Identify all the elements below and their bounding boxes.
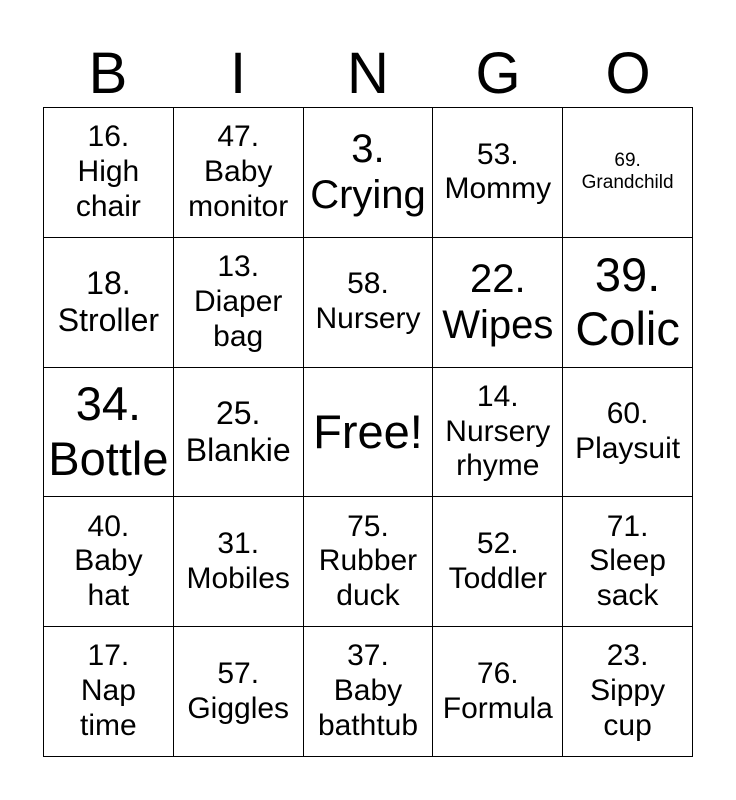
bingo-cell[interactable] — [304, 108, 434, 238]
cell-label: 69. Grandchild — [581, 150, 674, 194]
header-letter-n: N — [347, 41, 389, 106]
cell-label: 40. Baby hat — [74, 509, 143, 613]
bingo-cell[interactable] — [304, 238, 434, 368]
cell-label: 52. Toddler — [448, 526, 547, 595]
bingo-cell[interactable] — [304, 627, 434, 757]
cell-label: 34. Bottle — [48, 377, 169, 485]
bingo-cell[interactable] — [563, 627, 693, 757]
header-letter-g: G — [475, 41, 521, 106]
header-letter-o: O — [605, 41, 651, 106]
bingo-cell[interactable] — [174, 108, 304, 238]
cell-label: 58. Nursery — [315, 267, 421, 336]
bingo-cell[interactable] — [44, 238, 174, 368]
bingo-cell[interactable] — [174, 368, 304, 498]
bingo-cell[interactable] — [44, 627, 174, 757]
bingo-header — [43, 40, 693, 108]
bingo-cell[interactable] — [563, 108, 693, 238]
bingo-cell[interactable] — [433, 627, 563, 757]
bingo-cell[interactable] — [433, 108, 563, 238]
cell-label: 39. Colic — [575, 247, 680, 356]
bingo-cell[interactable] — [433, 368, 563, 498]
cell-label: 23. Sippy cup — [590, 639, 666, 742]
bingo-cell[interactable] — [44, 497, 174, 627]
bingo-cell[interactable] — [174, 238, 304, 368]
bingo-board — [43, 107, 693, 757]
cell-label: Free! — [313, 404, 423, 458]
cell-label: 75. Rubber duck — [318, 509, 418, 613]
cell-label: 17. Nap time — [80, 639, 137, 742]
bingo-cell[interactable] — [174, 497, 304, 627]
bingo-cell[interactable] — [563, 497, 693, 627]
cell-label: 3. Crying — [310, 127, 426, 218]
bingo-cell[interactable] — [44, 368, 174, 498]
cell-label: 16. High chair — [75, 120, 141, 223]
cell-label: 47. Baby monitor — [188, 120, 289, 223]
cell-label: 53. Mommy — [444, 137, 552, 206]
cell-label: 31. Mobiles — [186, 526, 290, 595]
bingo-cell[interactable] — [44, 108, 174, 238]
bingo-cell[interactable] — [563, 238, 693, 368]
cell-label: 25. Blankie — [185, 394, 291, 468]
free-space-cell[interactable] — [304, 368, 434, 498]
cell-label: 18. Stroller — [57, 265, 160, 339]
bingo-cell[interactable] — [563, 368, 693, 498]
cell-label: 76. Formula — [442, 656, 553, 725]
cell-label: 71. Sleep sack — [589, 509, 666, 613]
header-letter-i: I — [229, 41, 247, 106]
cell-label: 37. Baby bathtub — [317, 639, 419, 742]
cell-label: 14. Nursery rhyme — [445, 379, 551, 483]
bingo-cell[interactable] — [174, 627, 304, 757]
bingo-cell[interactable] — [433, 497, 563, 627]
cell-label: 13. Diaper bag — [194, 250, 283, 353]
bingo-cell[interactable] — [433, 238, 563, 368]
cell-label: 60. Playsuit — [575, 397, 681, 465]
cell-label: 57. Giggles — [187, 656, 290, 725]
cell-label: 22. Wipes — [442, 256, 554, 348]
header-letter-b: B — [88, 41, 128, 106]
bingo-cell[interactable] — [304, 497, 434, 627]
